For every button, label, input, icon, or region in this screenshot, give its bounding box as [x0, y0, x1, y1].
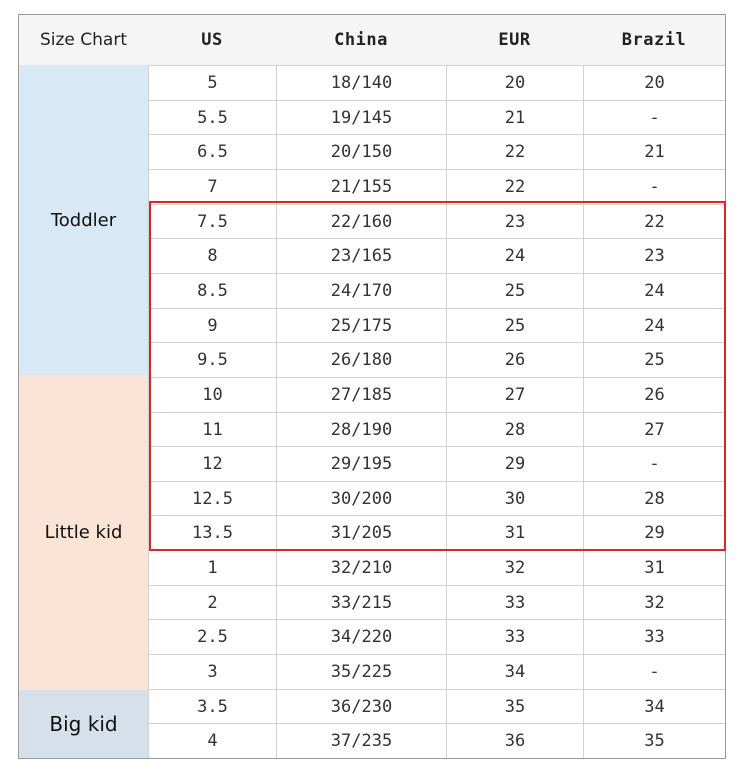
cell-us: 9	[148, 309, 276, 343]
cell-eur: 33	[446, 620, 583, 654]
table-row	[148, 342, 725, 377]
size-chart-table	[18, 14, 726, 759]
table-row	[148, 585, 725, 620]
cell-us: 9.5	[148, 343, 276, 377]
cell-china: 23/165	[276, 239, 446, 273]
cell-brazil: 23	[583, 239, 725, 273]
cell-china: 18/140	[276, 66, 446, 100]
table-row	[148, 238, 725, 273]
group-label-toddler: Toddler	[19, 65, 148, 375]
cell-us: 5.5	[148, 101, 276, 135]
table-row	[148, 481, 725, 516]
table-row	[148, 204, 725, 239]
column-header-eur: EUR	[498, 30, 531, 50]
cell-eur: 34	[446, 655, 583, 689]
cell-eur: 29	[446, 447, 583, 481]
cell-us: 10	[148, 378, 276, 412]
corner-header: Size Chart	[39, 30, 128, 50]
cell-brazil: 21	[583, 135, 725, 169]
table-row	[148, 446, 725, 481]
table-row	[148, 619, 725, 654]
cell-brazil: 31	[583, 551, 725, 585]
cell-us: 13.5	[148, 516, 276, 550]
cell-china: 33/215	[276, 586, 446, 620]
cell-brazil: 22	[583, 205, 725, 239]
cell-china: 22/160	[276, 205, 446, 239]
cell-eur: 21	[446, 101, 583, 135]
table-row	[148, 273, 725, 308]
cell-eur: 22	[446, 135, 583, 169]
cell-eur: 33	[446, 586, 583, 620]
cell-china: 36/230	[276, 690, 446, 724]
table-row	[148, 412, 725, 447]
cell-us: 7	[148, 170, 276, 204]
cell-china: 26/180	[276, 343, 446, 377]
table-row	[148, 65, 725, 100]
cell-us: 1	[148, 551, 276, 585]
cell-china: 25/175	[276, 309, 446, 343]
cell-brazil: -	[583, 170, 725, 204]
cell-us: 2	[148, 586, 276, 620]
table-row	[148, 308, 725, 343]
cell-us: 5	[148, 66, 276, 100]
cell-eur: 26	[446, 343, 583, 377]
cell-us: 12.5	[148, 482, 276, 516]
cell-eur: 31	[446, 516, 583, 550]
cell-eur: 25	[446, 274, 583, 308]
column-header-us: US	[201, 30, 223, 50]
cell-us: 3.5	[148, 690, 276, 724]
table-row	[148, 100, 725, 135]
cell-us: 2.5	[148, 620, 276, 654]
table-row	[148, 377, 725, 412]
cell-china: 21/155	[276, 170, 446, 204]
cell-eur: 27	[446, 378, 583, 412]
cell-us: 7.5	[148, 205, 276, 239]
cell-eur: 25	[446, 309, 583, 343]
cell-eur: 20	[446, 66, 583, 100]
cell-brazil: 28	[583, 482, 725, 516]
cell-eur: 32	[446, 551, 583, 585]
table-row	[148, 689, 725, 724]
cell-brazil: 32	[583, 586, 725, 620]
cell-brazil: -	[583, 447, 725, 481]
cell-eur: 23	[446, 205, 583, 239]
cell-brazil: 35	[583, 724, 725, 758]
table-row	[148, 169, 725, 204]
cell-us: 8	[148, 239, 276, 273]
cell-china: 32/210	[276, 551, 446, 585]
cell-brazil: 24	[583, 274, 725, 308]
table-row	[148, 723, 725, 758]
cell-brazil: 34	[583, 690, 725, 724]
cell-china: 37/235	[276, 724, 446, 758]
cell-eur: 24	[446, 239, 583, 273]
cell-brazil: 24	[583, 309, 725, 343]
cell-brazil: 27	[583, 413, 725, 447]
cell-china: 29/195	[276, 447, 446, 481]
cell-eur: 36	[446, 724, 583, 758]
cell-brazil: 25	[583, 343, 725, 377]
cell-brazil: 26	[583, 378, 725, 412]
cell-brazil: -	[583, 101, 725, 135]
cell-china: 30/200	[276, 482, 446, 516]
cell-china: 35/225	[276, 655, 446, 689]
cell-china: 27/185	[276, 378, 446, 412]
table-row	[148, 515, 725, 550]
cell-china: 34/220	[276, 620, 446, 654]
cell-china: 24/170	[276, 274, 446, 308]
cell-brazil: -	[583, 655, 725, 689]
table-header	[19, 15, 725, 66]
cell-china: 20/150	[276, 135, 446, 169]
cell-us: 8.5	[148, 274, 276, 308]
cell-china: 19/145	[276, 101, 446, 135]
cell-eur: 30	[446, 482, 583, 516]
table-row	[148, 134, 725, 169]
group-label-big-kid: Big kid	[19, 690, 148, 758]
cell-china: 31/205	[276, 516, 446, 550]
cell-brazil: 33	[583, 620, 725, 654]
group-label-little-kid: Little kid	[19, 375, 148, 690]
cell-us: 4	[148, 724, 276, 758]
cell-eur: 28	[446, 413, 583, 447]
cell-us: 12	[148, 447, 276, 481]
cell-china: 28/190	[276, 413, 446, 447]
cell-us: 3	[148, 655, 276, 689]
column-header-brazil: Brazil	[621, 30, 687, 50]
column-header-china: China	[334, 30, 388, 50]
cell-eur: 22	[446, 170, 583, 204]
cell-eur: 35	[446, 690, 583, 724]
cell-us: 11	[148, 413, 276, 447]
cell-brazil: 20	[583, 66, 725, 100]
cell-us: 6.5	[148, 135, 276, 169]
table-row	[148, 654, 725, 689]
cell-brazil: 29	[583, 516, 725, 550]
table-row	[148, 550, 725, 585]
